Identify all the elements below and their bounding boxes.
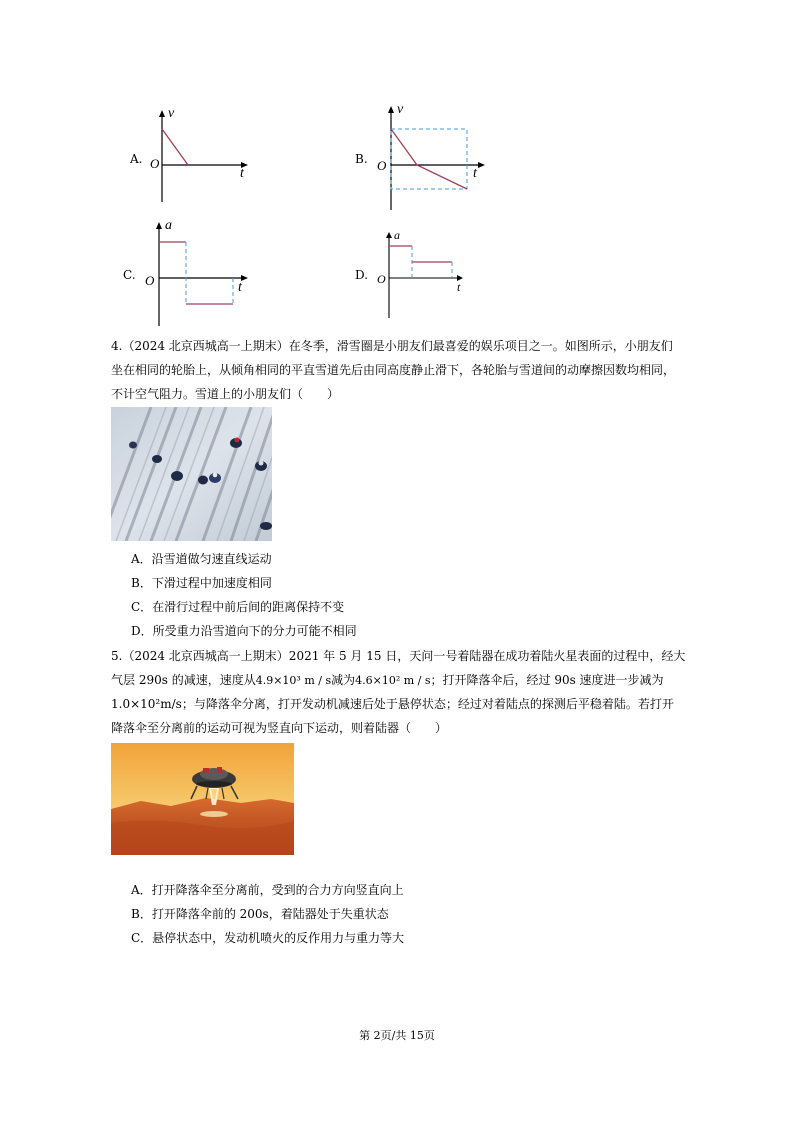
question-4-choice-c[interactable]: C．在滑行过程中前后间的距离保持不变 xyxy=(131,600,345,614)
x-axis-label: t xyxy=(238,280,242,295)
q5-line3-part-b: ；与降落伞分离，打开发动机减速后处于悬停状态；经过对着陆点的探测后平稳着陆。若打开 xyxy=(181,697,674,711)
question-4-line-1: 4.（2024 北京西城高一上期末）在冬季，滑雪圈是小朋友们最喜爱的娱乐项目之一。如图所示，小朋友们 xyxy=(111,339,673,353)
y-axis-label: a xyxy=(394,228,400,242)
q5-velocity-3: 1.0×10²m/s xyxy=(111,697,182,711)
graph-option-a[interactable] xyxy=(130,108,280,208)
y-axis-label: v xyxy=(397,102,404,117)
y-axis-arrow xyxy=(386,232,392,238)
question-5-choice-b[interactable]: B．打开降落伞前的 200s，着陆器处于失重状态 xyxy=(131,907,389,921)
origin-label: O xyxy=(145,273,155,288)
origin-label: O xyxy=(377,158,387,173)
question-5-line-2 xyxy=(111,671,664,688)
option-letter: C. xyxy=(123,268,136,282)
question-4-choice-a[interactable]: A．沿雪道做匀速直线运动 xyxy=(131,552,272,566)
origin-label: O xyxy=(377,272,386,286)
q5-velocity-1: 4.9×10³ m / s xyxy=(255,674,332,687)
option-letter: D. xyxy=(355,268,369,282)
y-axis-label: a xyxy=(165,218,172,233)
question-4-line-2: 坐在相同的轮胎上，从倾角相同的平直雪道先后由同高度静止滑下，各轮胎与雪道间的动摩擦因数均相同， xyxy=(111,363,676,377)
dashed-box xyxy=(391,129,467,189)
origin-label: O xyxy=(150,156,160,171)
velocity-line xyxy=(162,129,188,165)
a-t-graph-c xyxy=(120,220,270,330)
y-axis-arrow xyxy=(388,106,394,113)
sledding-photo xyxy=(111,407,272,541)
x-axis-arrow xyxy=(241,275,248,281)
question-4-choice-d[interactable]: D．所受重力沿雪道向下的分力可能不相同 xyxy=(131,624,357,638)
mars-lander-photo xyxy=(111,743,294,855)
q5-line2-part-c: ；打开降落伞后，经过 90s 速度进一步减为 xyxy=(430,673,664,687)
x-axis-label: t xyxy=(457,280,461,294)
question-4-line-3: 不计空气阻力。雪道上的小朋友们（ ） xyxy=(111,387,340,401)
question-5-line-1: 5.（2024 北京西城高一上期末）2021 年 5 月 15 日，天问一号着陆器在成功着陆火星表面的过程中，经大 xyxy=(111,649,686,663)
q5-velocity-2: 4.6×10² m / s xyxy=(355,674,431,687)
y-axis-arrow xyxy=(159,110,165,117)
a-t-graph-d xyxy=(353,228,483,323)
x-axis-label: t xyxy=(240,166,244,181)
question-5-choice-c[interactable]: C．悬停状态中，发动机喷火的反作用力与重力等大 xyxy=(131,931,405,945)
x-axis-label: t xyxy=(473,166,477,181)
q5-line2-part-b: 减为 xyxy=(331,673,356,687)
q5-line2-part-a: 气层 290s 的减速，速度从 xyxy=(111,673,256,687)
page-number-footer: 第 2页/共 15页 xyxy=(359,1029,435,1042)
graph-option-c[interactable] xyxy=(120,220,270,330)
question-5-line-4: 降落伞至分离前的运动可视为竖直向下运动，则着陆器（ ） xyxy=(111,721,448,735)
graph-option-d[interactable] xyxy=(353,228,483,323)
question-5-line-3 xyxy=(111,695,674,712)
question-5-choice-a[interactable]: A．打开降落伞至分离前，受到的合力方向竖直向上 xyxy=(131,883,404,897)
x-axis-arrow xyxy=(478,162,485,168)
y-axis-label: v xyxy=(168,106,175,121)
option-letter: A. xyxy=(130,152,143,166)
question-4-choice-b[interactable]: B．下滑过程中加速度相同 xyxy=(131,576,272,590)
velocity-line xyxy=(391,129,467,189)
option-letter: B. xyxy=(355,152,368,166)
graph-option-b[interactable] xyxy=(355,104,505,214)
question-4-text xyxy=(111,334,691,406)
y-axis-arrow xyxy=(156,222,162,229)
